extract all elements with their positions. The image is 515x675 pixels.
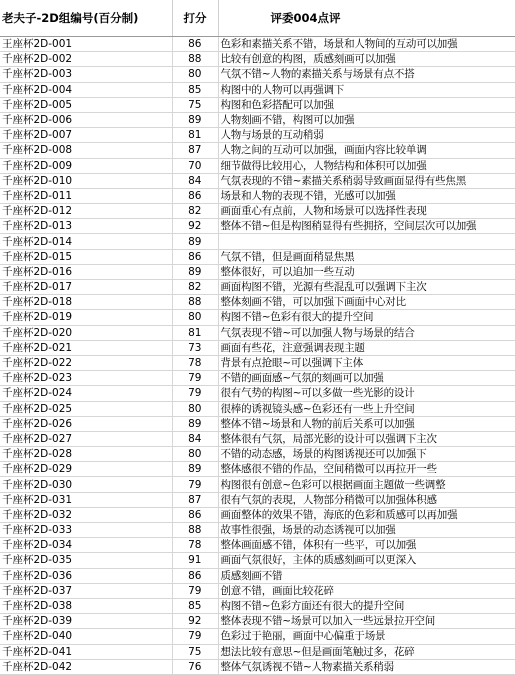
score-cell[interactable]: 85 xyxy=(172,598,218,613)
score-cell[interactable]: 82 xyxy=(172,204,218,219)
comment-cell[interactable] xyxy=(218,234,515,249)
table-row xyxy=(0,97,515,112)
id-cell[interactable]: 千座杯2D-029 xyxy=(0,462,172,477)
table-row xyxy=(0,659,515,674)
comment-cell[interactable]: 质感刻画不错 xyxy=(218,568,515,583)
id-cell[interactable]: 千座杯2D-027 xyxy=(0,431,172,446)
score-cell[interactable]: 70 xyxy=(172,158,218,173)
comment-cell[interactable]: 故事性很强，场景的动态诱视可以加强 xyxy=(218,523,515,538)
score-cell[interactable]: 91 xyxy=(172,553,218,568)
table-row xyxy=(0,52,515,67)
score-cell[interactable]: 86 xyxy=(172,507,218,522)
id-cell[interactable]: 千座杯2D-032 xyxy=(0,507,172,522)
table-row xyxy=(0,204,515,219)
comment-cell[interactable]: 整体很有气氛，局部光影的设计可以强调下主次 xyxy=(218,431,515,446)
id-cell[interactable]: 千座杯2D-006 xyxy=(0,112,172,127)
table-row xyxy=(0,234,515,249)
comment-cell[interactable]: 气氛表现的不错~素描关系稍弱导致画面显得有些焦黑 xyxy=(218,173,515,188)
table-row xyxy=(0,325,515,340)
comment-cell[interactable]: 想法比较有意思~但是画面笔触过多，花碎 xyxy=(218,644,515,659)
id-cell[interactable]: 千座杯2D-025 xyxy=(0,401,172,416)
comment-cell[interactable]: 不错的动态感，场景的构图诱视还可以加强下 xyxy=(218,447,515,462)
table-row xyxy=(0,644,515,659)
score-cell[interactable]: 87 xyxy=(172,143,218,158)
score-cell[interactable]: 81 xyxy=(172,128,218,143)
comment-cell[interactable]: 画面整体的效果不错，海底的色彩和质感可以再加强 xyxy=(218,507,515,522)
table-row xyxy=(0,538,515,553)
id-cell[interactable]: 千座杯2D-028 xyxy=(0,447,172,462)
score-cell[interactable]: 79 xyxy=(172,629,218,644)
score-cell[interactable]: 89 xyxy=(172,462,218,477)
id-cell[interactable]: 千座杯2D-009 xyxy=(0,158,172,173)
score-cell[interactable]: 86 xyxy=(172,249,218,264)
table-row xyxy=(0,614,515,629)
table-row xyxy=(0,598,515,613)
table-row xyxy=(0,310,515,325)
id-cell[interactable]: 千座杯2D-036 xyxy=(0,568,172,583)
score-cell[interactable]: 88 xyxy=(172,295,218,310)
table-row xyxy=(0,37,515,52)
table-row xyxy=(0,462,515,477)
score-cell[interactable]: 88 xyxy=(172,52,218,67)
table-row xyxy=(0,355,515,370)
comment-cell[interactable]: 人物刻画不错，构图可以加强 xyxy=(218,112,515,127)
table-row xyxy=(0,173,515,188)
comment-cell[interactable]: 构图和色彩搭配可以加强 xyxy=(218,97,515,112)
table-row xyxy=(0,386,515,401)
table-row xyxy=(0,295,515,310)
score-cell[interactable]: 78 xyxy=(172,355,218,370)
table-row xyxy=(0,67,515,82)
table-row xyxy=(0,583,515,598)
comment-cell[interactable]: 气氛不错，但是画面稍显焦黑 xyxy=(218,249,515,264)
id-cell[interactable]: 千座杯2D-005 xyxy=(0,97,172,112)
id-cell[interactable]: 千座杯2D-012 xyxy=(0,204,172,219)
score-cell[interactable]: 88 xyxy=(172,523,218,538)
id-cell[interactable]: 王座杯2D-001 xyxy=(0,37,172,52)
id-cell[interactable]: 千座杯2D-014 xyxy=(0,234,172,249)
table-row xyxy=(0,340,515,355)
comment-cell[interactable]: 整体不错~但是构图稍显得有些拥挤，空间层次可以加强 xyxy=(218,219,515,234)
id-cell[interactable]: 千座杯2D-004 xyxy=(0,82,172,97)
score-cell[interactable]: 80 xyxy=(172,447,218,462)
id-cell[interactable]: 千座杯2D-015 xyxy=(0,249,172,264)
id-cell[interactable]: 千座杯2D-013 xyxy=(0,219,172,234)
score-cell[interactable]: 89 xyxy=(172,416,218,431)
table-row xyxy=(0,416,515,431)
comment-cell[interactable]: 整体气氛诱视不错~人物素描关系稍弱 xyxy=(218,659,515,674)
comment-cell[interactable]: 色彩和素描关系不错，场景和人物间的互动可以加强 xyxy=(218,37,515,52)
id-cell[interactable]: 千座杯2D-024 xyxy=(0,386,172,401)
comment-cell[interactable]: 人物之间的互动可以加强，画面内容比较单调 xyxy=(218,143,515,158)
score-cell[interactable]: 79 xyxy=(172,386,218,401)
id-cell[interactable]: 千座杯2D-039 xyxy=(0,614,172,629)
score-cell[interactable]: 75 xyxy=(172,644,218,659)
table-body xyxy=(0,37,515,675)
comment-cell[interactable]: 整体很好，可以追加一些互动 xyxy=(218,264,515,279)
score-cell[interactable]: 89 xyxy=(172,112,218,127)
comment-cell[interactable]: 背景有点抢眼~可以强调下主体 xyxy=(218,355,515,370)
score-cell[interactable]: 86 xyxy=(172,188,218,203)
comment-cell[interactable]: 整体画面感不错，体积有一些平，可以加强 xyxy=(218,538,515,553)
comment-cell[interactable]: 很有气势的构图~可以多做一些光影的设计 xyxy=(218,386,515,401)
comment-cell[interactable]: 创意不错，画面比较花碎 xyxy=(218,583,515,598)
id-cell[interactable]: 千座杯2D-017 xyxy=(0,280,172,295)
id-cell[interactable]: 千座杯2D-007 xyxy=(0,128,172,143)
id-cell[interactable]: 千座杯2D-040 xyxy=(0,629,172,644)
table-row xyxy=(0,401,515,416)
table-row xyxy=(0,128,515,143)
comment-cell[interactable]: 很有气氛的表現，人物部分稍微可以加强体积感 xyxy=(218,492,515,507)
comment-cell[interactable]: 构图不错~色彩有很大的提升空间 xyxy=(218,310,515,325)
table-row xyxy=(0,158,515,173)
id-cell[interactable]: 千座杯2D-018 xyxy=(0,295,172,310)
id-cell[interactable]: 千座杯2D-042 xyxy=(0,659,172,674)
score-cell[interactable]: 86 xyxy=(172,568,218,583)
comment-cell[interactable]: 构图中的人物可以再强调下 xyxy=(218,82,515,97)
id-cell[interactable]: 千座杯2D-035 xyxy=(0,553,172,568)
id-cell[interactable]: 千座杯2D-003 xyxy=(0,67,172,82)
table-row xyxy=(0,249,515,264)
score-cell[interactable]: 76 xyxy=(172,659,218,674)
table-row xyxy=(0,188,515,203)
id-cell[interactable]: 千座杯2D-021 xyxy=(0,340,172,355)
header-row xyxy=(0,0,515,37)
id-cell[interactable]: 千座杯2D-033 xyxy=(0,523,172,538)
comment-cell[interactable]: 很棒的诱视镜头感~色彩还有一些上升空间 xyxy=(218,401,515,416)
comment-cell[interactable]: 整体感很不错的作品，空间稍微可以再拉开一些 xyxy=(218,462,515,477)
comment-cell[interactable]: 画面有些花，注意强调表现主题 xyxy=(218,340,515,355)
id-cell[interactable]: 千座杯2D-038 xyxy=(0,598,172,613)
comment-cell[interactable]: 气氛不错~人物的素描关系与场景有点不搭 xyxy=(218,67,515,82)
score-cell[interactable]: 87 xyxy=(172,492,218,507)
table-row xyxy=(0,82,515,97)
table-row xyxy=(0,112,515,127)
table-row xyxy=(0,477,515,492)
table-row xyxy=(0,553,515,568)
score-cell[interactable]: 86 xyxy=(172,37,218,52)
score-cell[interactable]: 79 xyxy=(172,583,218,598)
comment-cell[interactable]: 场景和人物的表现不错，光感可以加强 xyxy=(218,188,515,203)
table-row xyxy=(0,447,515,462)
id-cell[interactable]: 千座杯2D-022 xyxy=(0,355,172,370)
comment-cell[interactable]: 不错的画面感~气氛的刻画可以加强 xyxy=(218,371,515,386)
id-cell[interactable]: 千座杯2D-041 xyxy=(0,644,172,659)
header-comment[interactable]: 评委004点评 xyxy=(218,0,515,37)
comment-cell[interactable]: 构图不错~色彩方面还有很大的提升空间 xyxy=(218,598,515,613)
score-cell[interactable]: 84 xyxy=(172,173,218,188)
comment-cell[interactable]: 人物与场景的互动稍弱 xyxy=(218,128,515,143)
id-cell[interactable]: 千座杯2D-020 xyxy=(0,325,172,340)
table-row xyxy=(0,492,515,507)
table-row xyxy=(0,371,515,386)
score-cell[interactable]: 79 xyxy=(172,371,218,386)
comment-cell[interactable]: 整体刻画不错，可以加强下画面中心对比 xyxy=(218,295,515,310)
comment-cell[interactable]: 比较有创意的构图，质感刻画可以加强 xyxy=(218,52,515,67)
comment-cell[interactable]: 画面重心有点前，人物和场景可以选择性表现 xyxy=(218,204,515,219)
score-cell[interactable]: 82 xyxy=(172,280,218,295)
score-cell[interactable]: 92 xyxy=(172,614,218,629)
score-cell[interactable]: 79 xyxy=(172,477,218,492)
id-cell[interactable]: 千座杯2D-019 xyxy=(0,310,172,325)
score-cell[interactable]: 78 xyxy=(172,538,218,553)
score-cell[interactable]: 80 xyxy=(172,310,218,325)
comment-cell[interactable]: 画面气氛很好，主体的质感刻画可以更深入 xyxy=(218,553,515,568)
id-cell[interactable]: 千座杯2D-016 xyxy=(0,264,172,279)
score-cell[interactable]: 89 xyxy=(172,264,218,279)
score-cell[interactable]: 85 xyxy=(172,82,218,97)
score-cell[interactable]: 73 xyxy=(172,340,218,355)
id-cell[interactable]: 千座杯2D-026 xyxy=(0,416,172,431)
comment-cell[interactable]: 气氛表现不错~可以加强人物与场景的结合 xyxy=(218,325,515,340)
comment-cell[interactable]: 构图很有创意~色彩可以根据画面主题做一些调整 xyxy=(218,477,515,492)
score-cell[interactable]: 89 xyxy=(172,234,218,249)
header-group-id[interactable]: 老夫子-2D组编号(百分制) xyxy=(0,0,172,37)
score-cell[interactable]: 80 xyxy=(172,67,218,82)
header-score[interactable]: 打分 xyxy=(172,0,218,37)
comment-cell[interactable]: 整体不错~场景和人物的前后关系可以加强 xyxy=(218,416,515,431)
table-row xyxy=(0,280,515,295)
table-row xyxy=(0,523,515,538)
score-cell[interactable]: 81 xyxy=(172,325,218,340)
id-cell[interactable]: 千座杯2D-023 xyxy=(0,371,172,386)
score-cell[interactable]: 75 xyxy=(172,97,218,112)
comment-cell[interactable]: 整体表现不错~场景可以加入一些远景拉开空间 xyxy=(218,614,515,629)
comment-cell[interactable]: 细节做得比较用心，人物结构和体积可以加强 xyxy=(218,158,515,173)
score-cell[interactable]: 80 xyxy=(172,401,218,416)
id-cell[interactable]: 千座杯2D-002 xyxy=(0,52,172,67)
score-cell[interactable]: 92 xyxy=(172,219,218,234)
id-cell[interactable]: 千座杯2D-011 xyxy=(0,188,172,203)
comment-cell[interactable]: 画面构图不错，光源有些混乱可以强调下主次 xyxy=(218,280,515,295)
table-row xyxy=(0,507,515,522)
id-cell[interactable]: 千座杯2D-010 xyxy=(0,173,172,188)
table-row xyxy=(0,143,515,158)
id-cell[interactable]: 千座杯2D-034 xyxy=(0,538,172,553)
id-cell[interactable]: 千座杯2D-008 xyxy=(0,143,172,158)
comment-cell[interactable]: 色彩过于艳丽，画面中心偏重于场景 xyxy=(218,629,515,644)
id-cell[interactable]: 千座杯2D-030 xyxy=(0,477,172,492)
table-row xyxy=(0,431,515,446)
id-cell[interactable]: 千座杯2D-037 xyxy=(0,583,172,598)
id-cell[interactable]: 千座杯2D-031 xyxy=(0,492,172,507)
score-cell[interactable]: 84 xyxy=(172,431,218,446)
table-row xyxy=(0,568,515,583)
table-row xyxy=(0,219,515,234)
table-row xyxy=(0,264,515,279)
